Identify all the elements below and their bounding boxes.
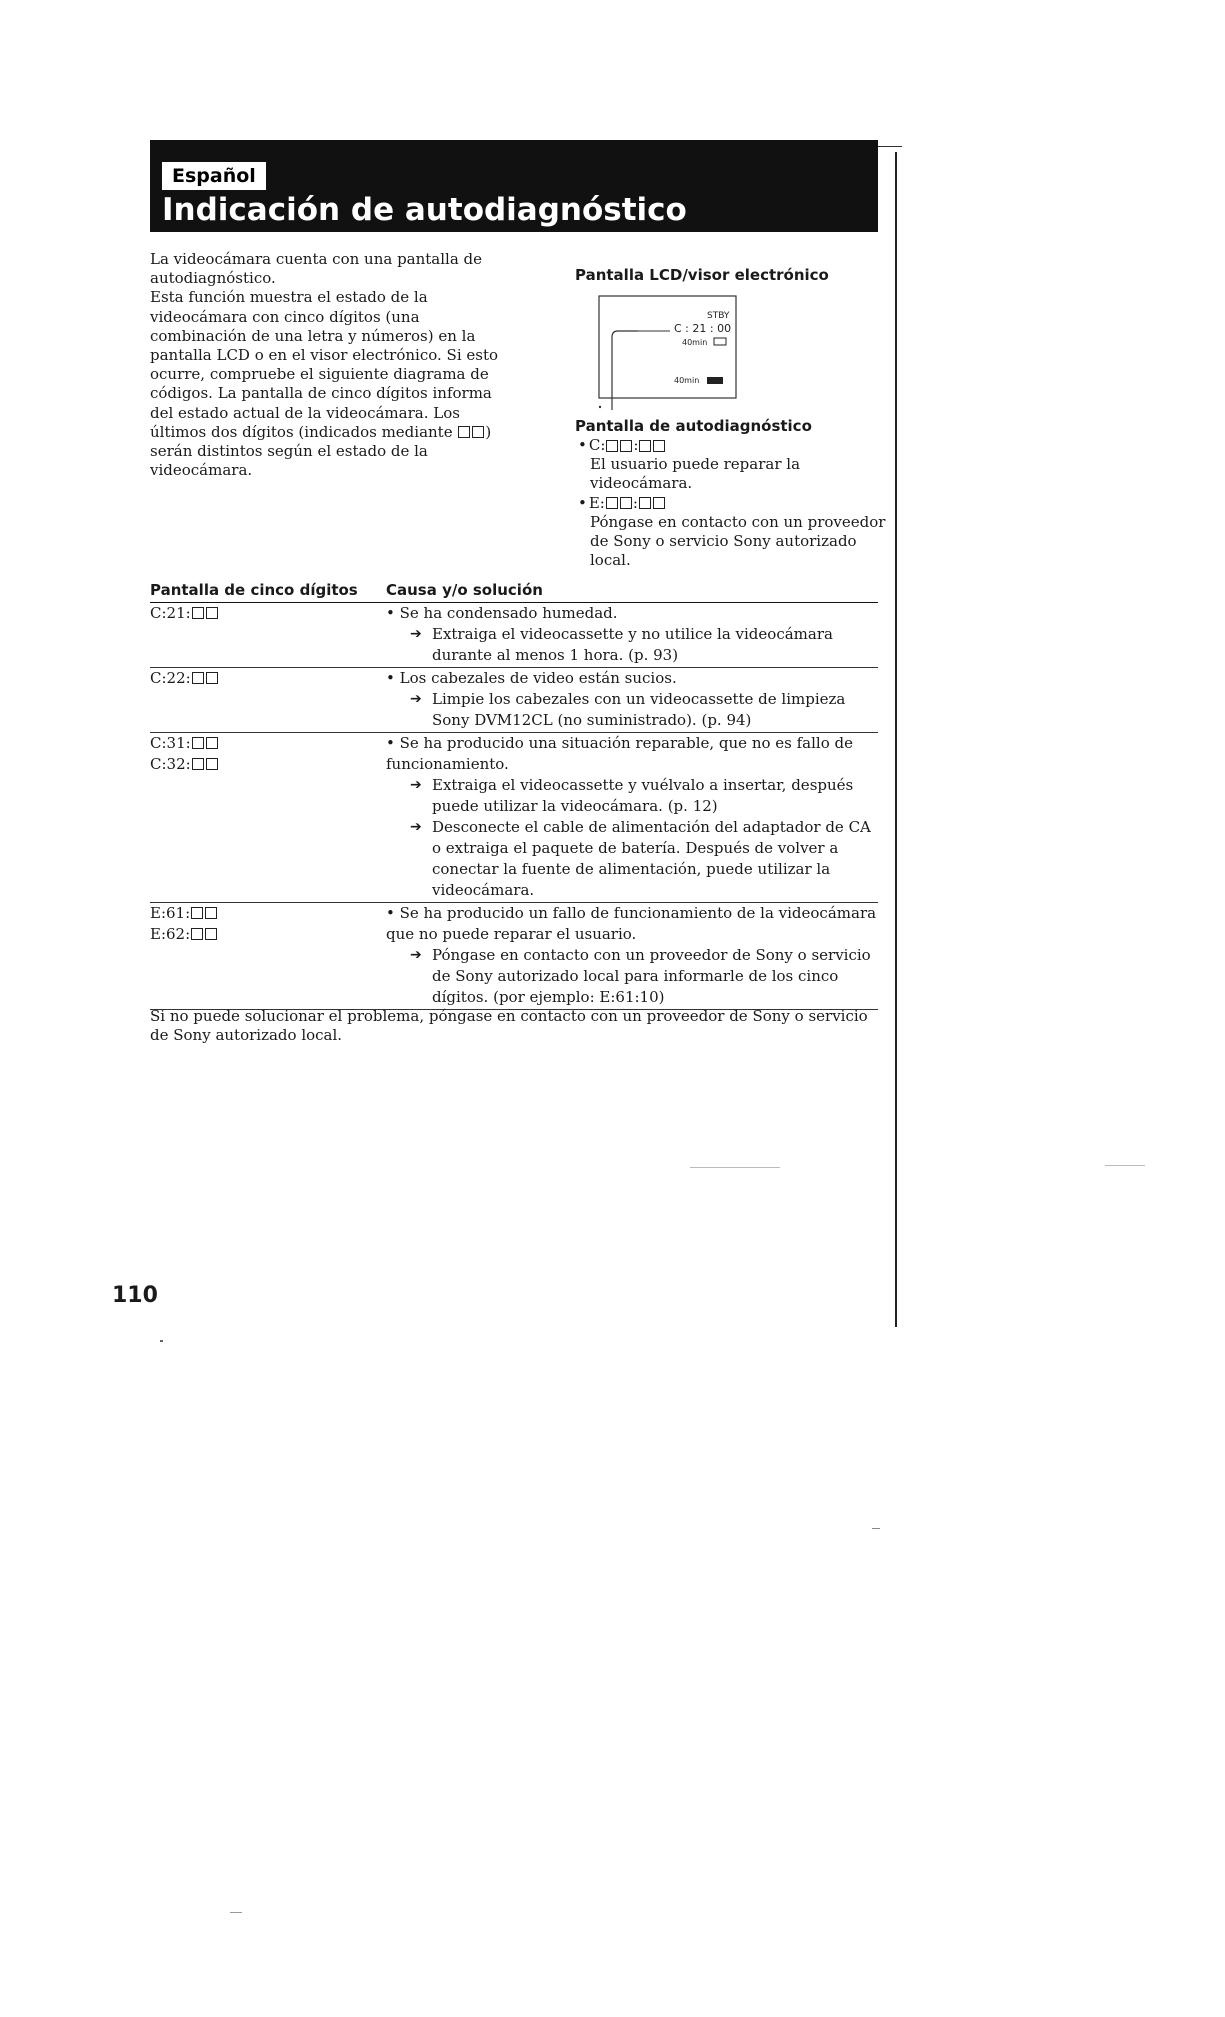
- code-text: E:62:: [150, 925, 191, 943]
- empty-square-icon: [192, 758, 204, 770]
- empty-square-icon: [472, 426, 484, 438]
- diagnosis-title: Pantalla de autodiagnóstico: [575, 417, 812, 435]
- intro-text: [150, 250, 510, 480]
- empty-square-icon: [620, 440, 632, 452]
- lcd-section-title: Pantalla LCD/visor electrónico: [575, 266, 829, 284]
- code-cell: [150, 733, 386, 901]
- code-cell: [150, 903, 386, 1008]
- table-row: [150, 903, 878, 1010]
- right-margin-tick: [878, 146, 902, 147]
- empty-square-icon: [205, 907, 217, 919]
- empty-square-icon: [206, 737, 218, 749]
- cause-text: • Se ha producido un fallo de funcionamiento de la videocámara que no puede reparar el usuario.: [386, 904, 877, 943]
- diagnosis-code-e: • E: :: [578, 494, 888, 513]
- scan-speck: [230, 1912, 242, 1913]
- empty-square-icon: [606, 440, 618, 452]
- right-arrow-icon: ➔: [410, 626, 422, 642]
- right-arrow-icon: ➔: [410, 819, 422, 835]
- solution-item: ➔ Desconecte el cable de alimentación del adaptador de CA o extraiga el paquete de batería. Después de volver a conectar la fuente de alimentación, puede utilizar la videocámara.: [410, 818, 871, 899]
- column-header-cause: Causa y/o solución: [386, 581, 543, 599]
- empty-square-icon: [206, 758, 218, 770]
- code-text: C:31:: [150, 734, 191, 752]
- table-row: [150, 668, 878, 733]
- bullet: •: [578, 493, 587, 512]
- code-text: C:32:: [150, 755, 191, 773]
- diagnosis-desc-c: El usuario puede reparar la videocámara.: [590, 455, 801, 493]
- intro-paragraph-1: La videocámara cuenta con una pantalla de autodiagnóstico.: [150, 250, 483, 288]
- scan-speck: [160, 1340, 163, 1342]
- code-text: C:22:: [150, 669, 191, 687]
- code-table: [150, 580, 878, 1010]
- empty-square-icon: [458, 426, 470, 438]
- code-text: E:61:: [150, 904, 191, 922]
- code-cell: [150, 668, 386, 731]
- battery-icon: [714, 338, 726, 345]
- lcd-screen-diagram: [590, 292, 750, 412]
- page-title: Indicación de autodiagnóstico: [162, 192, 687, 228]
- cause-cell: [386, 668, 878, 731]
- empty-square-icon: [639, 440, 651, 452]
- scan-speck: [690, 1167, 780, 1168]
- empty-square-icon: [653, 440, 665, 452]
- page-number: 110: [112, 1283, 158, 1308]
- battery-icon: [707, 377, 723, 384]
- empty-square-icon: [192, 607, 204, 619]
- empty-square-icon: [606, 497, 618, 509]
- empty-square-icon: [191, 907, 203, 919]
- cause-cell: [386, 733, 878, 901]
- scan-speck: [872, 1528, 880, 1529]
- lcd-code-text: C : 21 : 00: [674, 322, 732, 335]
- table-row: [150, 733, 878, 903]
- bullet: •: [578, 436, 587, 454]
- scan-speck: [1105, 1165, 1145, 1166]
- empty-square-icon: [206, 607, 218, 619]
- right-margin-rule: [895, 152, 897, 1327]
- diagnosis-desc-e: Póngase en contacto con un proveedor de Sony o servicio Sony autorizado local.: [590, 512, 886, 570]
- footer-note: Si no puede solucionar el problema, póngase en contacto con un proveedor de Sony o servicio de Sony autorizado local.: [150, 1007, 868, 1044]
- empty-square-icon: [620, 497, 632, 509]
- code-cell: [150, 603, 386, 666]
- cause-cell: [386, 903, 878, 1008]
- lcd-stby-text: STBY: [707, 311, 730, 321]
- section-header: [150, 140, 878, 232]
- table-header: [150, 580, 878, 603]
- empty-square-icon: [191, 928, 203, 940]
- cause-text: • Se ha condensado humedad.: [386, 604, 618, 622]
- lcd-remaining-bottom: 40min: [674, 376, 700, 385]
- table-row: [150, 603, 878, 668]
- empty-square-icon: [192, 672, 204, 684]
- right-arrow-icon: ➔: [410, 947, 422, 963]
- column-header-codes: Pantalla de cinco dígitos: [150, 581, 358, 599]
- intro-paragraph-2-text: Esta función muestra el estado de la videocámara con cinco dígitos (una combinación de una letra y números) en la pantalla LCD o en el visor electrónico. Si esto ocurre, compruebe el siguiente diagrama de códigos. La pantalla de cinco dígitos informa del estado actual de la videocámara. Los últimos dos dígitos (indicados mediante: [150, 288, 499, 441]
- cause-cell: [386, 603, 878, 666]
- callout-dot: [599, 406, 601, 408]
- solution-item: ➔ Extraiga el videocassette y no utilice la videocámara durante al menos 1 hora. (p. 93): [410, 625, 833, 664]
- empty-square-icon: [639, 497, 651, 509]
- empty-square-icon: [192, 737, 204, 749]
- right-arrow-icon: ➔: [410, 691, 422, 707]
- language-tab: Español: [162, 162, 266, 190]
- code-prefix: C:: [588, 436, 606, 454]
- code-text: C:21:: [150, 604, 191, 622]
- empty-square-icon: [206, 672, 218, 684]
- intro-paragraph-2: [150, 288, 510, 480]
- solution-item: ➔ Extraiga el videocassette y vuélvalo a insertar, después puede utilizar la videocámara. (p. 12): [410, 776, 854, 815]
- solution-item: ➔ Limpie los cabezales con un videocassette de limpieza Sony DVM12CL (no suministrado). (p. 94): [410, 690, 846, 729]
- cause-text: • Se ha producido una situación reparable, que no es fallo de funcionamiento.: [386, 734, 853, 773]
- empty-square-icon: [653, 497, 665, 509]
- diagnosis-list: [578, 436, 888, 570]
- solution-item: ➔ Póngase en contacto con un proveedor de Sony o servicio de Sony autorizado local para informarle de los cinco dígitos. (por ejemplo: E:61:10): [410, 946, 871, 1006]
- cause-text: • Los cabezales de video están sucios.: [386, 669, 677, 687]
- intro-paragraph-2-end: ) serán distintos según el estado de la videocámara.: [150, 422, 492, 480]
- lcd-remaining-top: 40min: [682, 338, 708, 347]
- empty-square-icon: [205, 928, 217, 940]
- code-prefix: E:: [588, 493, 605, 512]
- right-arrow-icon: ➔: [410, 777, 422, 793]
- diagnosis-code-c: • C: :: [578, 436, 888, 455]
